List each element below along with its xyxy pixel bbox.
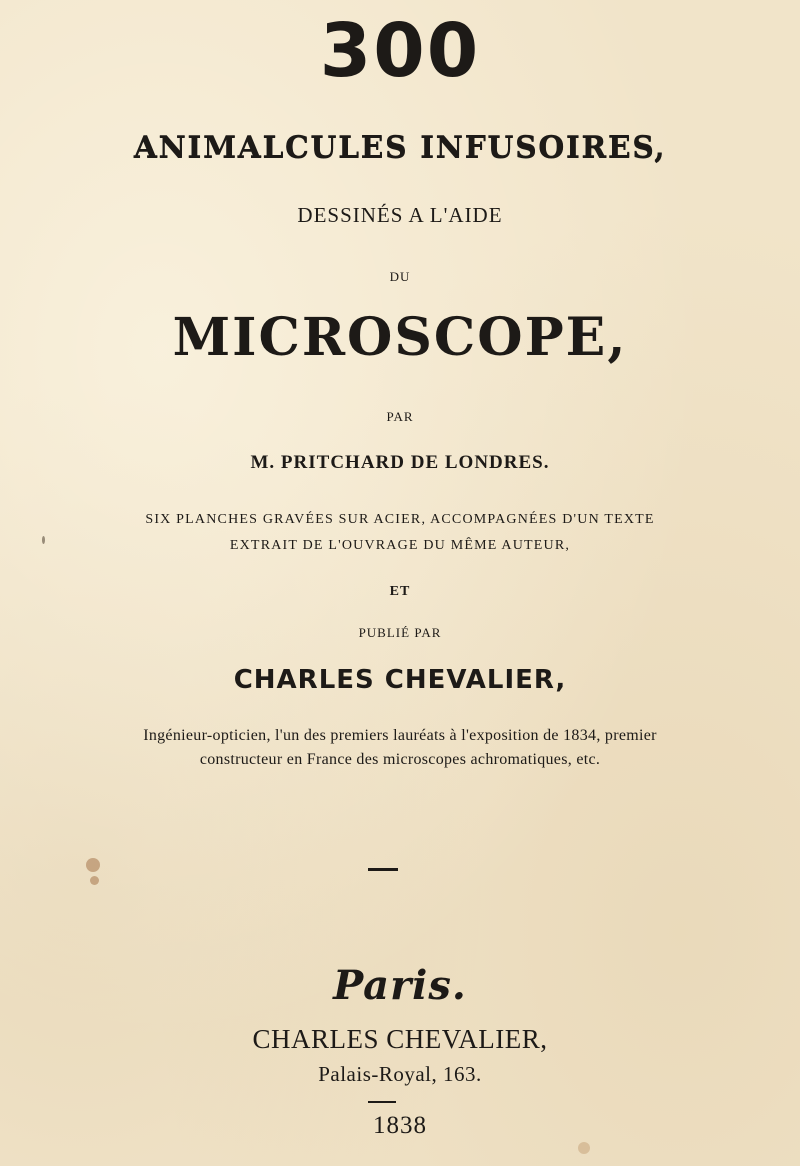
title-subject: ANIMALCULES INFUSOIRES, [133, 130, 667, 165]
subtitle-drawn: DESSINÉS A L'AIDE [297, 203, 503, 227]
foxing-stain [90, 876, 99, 885]
plates-description-line-1: SIX PLANCHES GRAVÉES SUR ACIER, ACCOMPAGNÉES D'UN TEXTE [145, 512, 655, 527]
imprint-address: Palais-Royal, 163. [318, 1062, 482, 1086]
publisher-credentials-line-2: constructeur en France des microscopes achromatiques, etc. [199, 751, 601, 768]
connector-par: PAR [386, 409, 414, 424]
connector-et: ET [389, 584, 411, 599]
title-number: 300 [319, 8, 481, 94]
imprint-press: CHARLES CHEVALIER, [252, 1024, 548, 1054]
published-by-label: PUBLIÉ PAR [358, 625, 442, 640]
imprint-year: 1838 [373, 1112, 427, 1139]
imprint-city: Paris. [333, 962, 467, 1009]
imprint-divider-rule [368, 1101, 396, 1103]
foxing-stain [42, 536, 45, 544]
publisher-name: CHARLES CHEVALIER, [233, 665, 567, 695]
publisher-credentials-line-1: Ingénieur-opticien, l'un des premiers lauréats à l'exposition de 1834, premier [143, 727, 657, 744]
foxing-stain [578, 1142, 590, 1154]
foxing-stain [86, 858, 100, 872]
title-instrument: MICROSCOPE, [172, 307, 628, 368]
plates-description-line-2: EXTRAIT DE L'OUVRAGE DU MÊME AUTEUR, [229, 538, 571, 553]
divider-rule [368, 868, 398, 871]
author-name: M. PRITCHARD DE LONDRES. [250, 452, 550, 473]
connector-du: DU [389, 269, 411, 284]
